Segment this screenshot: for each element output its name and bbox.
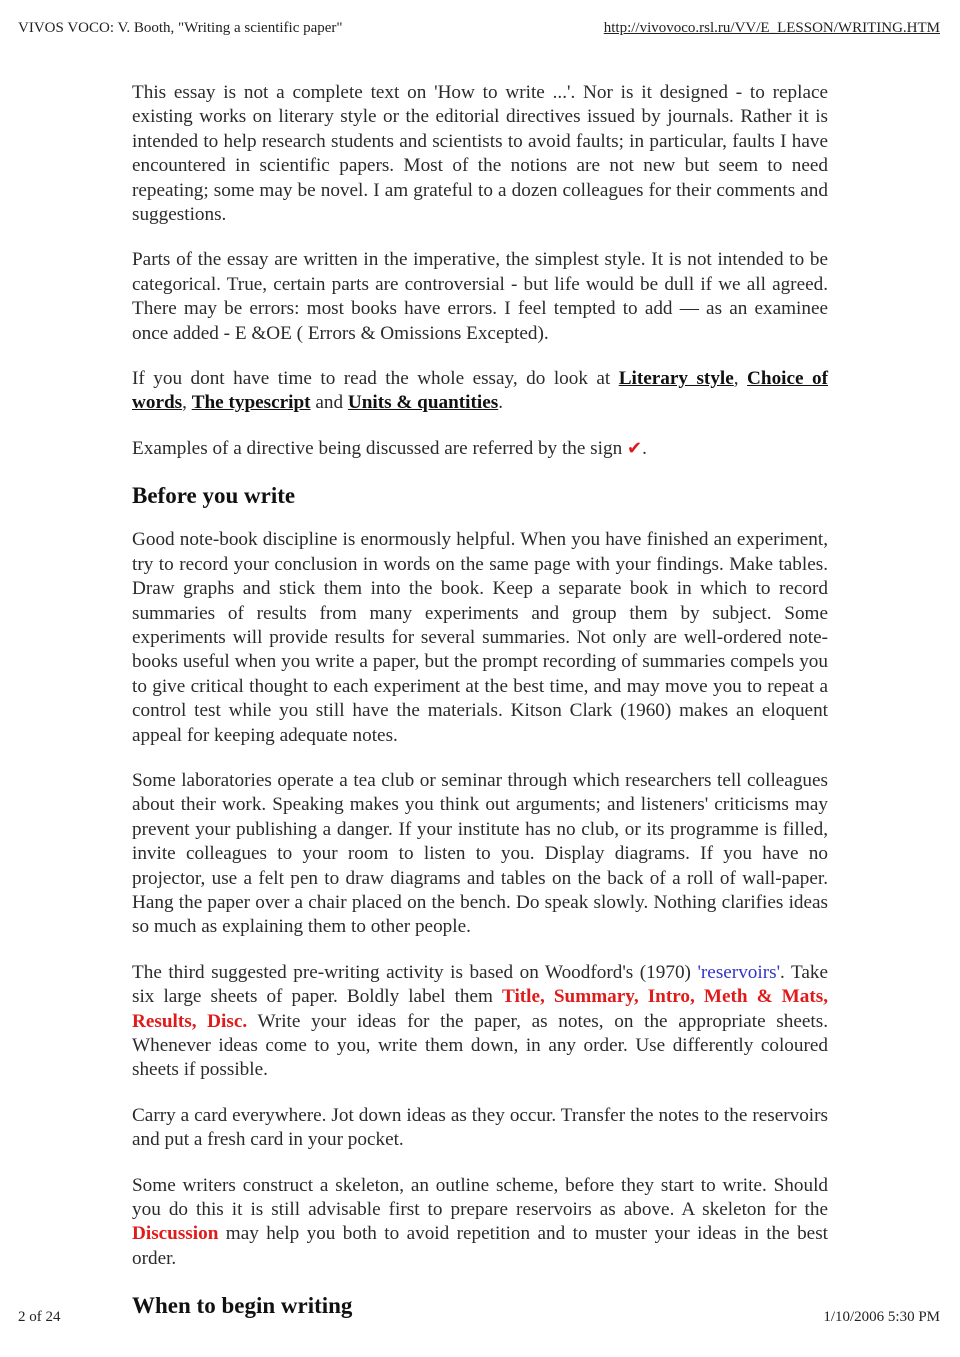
card-paragraph: Carry a card everywhere. Jot down ideas as they occur. Transfer the notes to the reservoirs and put a fresh card in your pocket. — [132, 1104, 828, 1151]
article-body — [132, 81, 828, 1338]
sign-text: Examples of a directive being discussed are referred by the sign — [132, 437, 627, 459]
discussion-term: Discussion — [132, 1223, 219, 1245]
skeleton-text: Some writers construct a skeleton, an outline scheme, before they start to write. Should you do this it is still advisable first to prepare reservoirs as above. A skeleton for the — [132, 1174, 828, 1221]
separator: and — [310, 392, 348, 414]
period: . — [642, 437, 647, 459]
tea-club-paragraph: Some laboratories operate a tea club or seminar through which researchers tell colleagues about their work. Speaking makes you think out arguments; and listeners' criticisms may prevent your publishing a danger. If your institute has no club, or its programme is filled, invite colleagues to your room to listen to you. Display diagrams. If you have no projector, use a felt pen to draw diagrams and tables on the back of a roll of wall-paper. Hang the paper over a chair placed on the bench. Do speak slowly. Nothing clarifies ideas so much as explaining them to other people. — [132, 769, 828, 938]
link-literary-style[interactable]: Literary style — [618, 368, 734, 390]
reservoirs-text: . Take six large sheets of paper. Boldly label them — [132, 961, 828, 1008]
reservoirs-paragraph — [132, 961, 828, 1083]
intro-paragraph: This essay is not a complete text on 'How to write ...'. Nor is it designed - to replace existing works on literary style or the editorial directives issued by journals. Rather it is intended to help research students and scientists to avoid faults; in particular, faults I have encountered in scientific papers. Most of the notions are not new but seem to need repeating; some may be novel. I am grateful to a dozen colleagues for their comments and suggestions. — [132, 82, 828, 226]
sheet-labels: Title, Summary, Intro, Meth & Mats, Results, Disc. — [132, 986, 828, 1032]
sign-paragraph — [132, 437, 828, 461]
skeleton-text: may help you both to avoid repetition and to muster your ideas in the best order. — [132, 1223, 828, 1269]
print-datetime: 1/10/2006 5:30 PM — [823, 1309, 940, 1325]
reservoirs-text: The third suggested pre-writing activity is based on Woodford's (1970) — [132, 961, 698, 983]
section-heading-when-to-begin-writing: When to begin writing — [132, 1293, 353, 1319]
page-header-title: VIVOS VOCO: V. Booth, "Writing a scientific paper" — [18, 20, 343, 36]
quick-links-paragraph — [132, 367, 828, 416]
separator: , — [733, 368, 748, 390]
imperative-paragraph: Parts of the essay are written in the imperative, the simplest style. It is not intended to be categorical. True, certain parts are controversial - but life would be dull if we all agreed. There may be errors: most books have errors. I feel tempted to add — as an examinee once added - E &OE ( Errors & Omissions Excepted). — [132, 249, 828, 344]
separator: , — [182, 392, 192, 414]
link-units-quantities[interactable]: Units & quantities — [347, 392, 499, 414]
notebook-paragraph: Good note-book discipline is enormously helpful. When you have finished an experiment, try to record your conclusion in words on the same page with your findings. Make tables. Draw graphs and stick them into the book. Keep a separate book in which to record summaries of results from many experiments and group them by subject. Some experiments will provide results for several summaries. Not only are well-ordered note-books useful when you write a paper, but the prompt recording of summaries compels you to give critical thought to each experiment at the best time, and may move you to repeat a control test while you still have the materials. Kitson Clark (1960) makes an eloquent appeal for keeping adequate notes. — [132, 529, 828, 746]
page-number: 2 of 24 — [18, 1309, 61, 1325]
skeleton-paragraph — [132, 1174, 828, 1272]
link-choice-of-words[interactable]: Choice of words — [132, 368, 828, 414]
quick-links-text: If you dont have time to read the whole essay, do look at — [132, 368, 619, 390]
link-the-typescript[interactable]: The typescript — [191, 392, 311, 414]
section-heading-before-you-write: Before you write — [132, 483, 296, 509]
reservoirs-term: 'reservoirs' — [697, 961, 781, 983]
checkmark-icon: ✔ — [626, 437, 643, 459]
page-header-url: http://vivovoco.rsl.ru/VV/E_LESSON/WRITING.HTM — [603, 20, 940, 36]
reservoirs-text: Write your ideas for the paper, as notes, on the appropriate sheets. Whenever ideas come to you, write them down, in any order. Use differently coloured sheets if possible. — [132, 1010, 828, 1081]
period: . — [498, 392, 503, 414]
